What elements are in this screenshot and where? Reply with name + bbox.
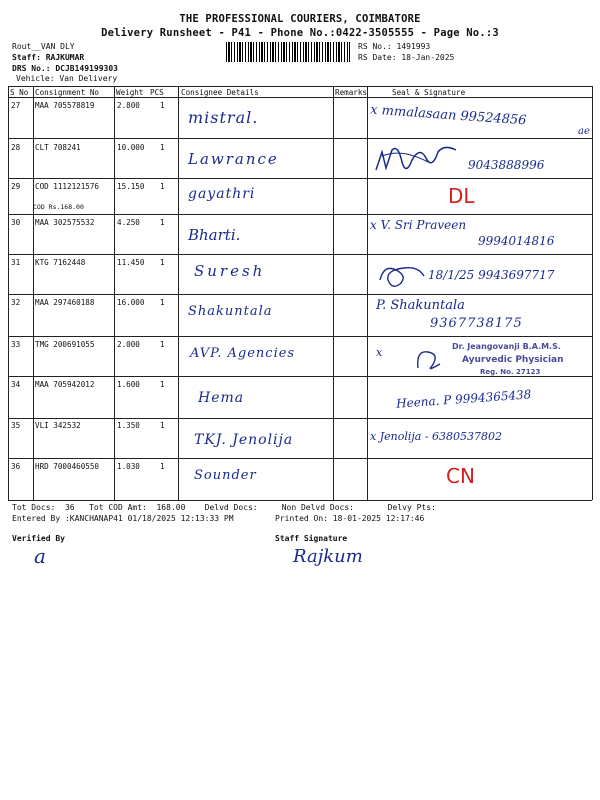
row-weight: 4.250 xyxy=(117,218,140,227)
row-sno: 36 xyxy=(11,462,21,471)
signature: CN xyxy=(446,464,475,488)
rs-number: RS No.: 1491993 xyxy=(358,42,431,51)
row-pcs: 1 xyxy=(160,218,165,227)
printed-on: Printed On: 18-01-2025 12:17:46 xyxy=(275,514,425,523)
signature: Heena. P 9994365438 xyxy=(395,387,532,411)
row-sno: 34 xyxy=(11,380,21,389)
row-sno: 33 xyxy=(11,340,21,349)
row-weight: 15.150 xyxy=(117,182,145,191)
col-seal-signature: Seal & Signature xyxy=(392,88,466,97)
row-sno: 35 xyxy=(11,421,21,430)
row-sno: 29 xyxy=(11,182,21,191)
row-pcs: 1 xyxy=(160,101,165,110)
row-sno: 31 xyxy=(11,258,21,267)
row-weight: 16.000 xyxy=(117,298,145,307)
staff-label: Staff: RAJKUMAR xyxy=(12,53,85,62)
signature: x xyxy=(376,346,383,359)
consignee-handwriting: Sounder xyxy=(194,468,257,483)
col-sno: S No xyxy=(10,88,29,97)
row-weight: 2.000 xyxy=(117,340,140,349)
consignee-handwriting: gayathri xyxy=(188,186,256,202)
col-consignee: Consignee Details xyxy=(181,88,259,97)
row-consignment: COD 1112121576 xyxy=(35,182,100,191)
row-sno: 30 xyxy=(11,218,21,227)
signature: 18/1/25 9943697717 xyxy=(428,268,555,282)
row-consignment: KTG 7162448 xyxy=(35,258,86,267)
runsheet-subtitle: Delivery Runsheet - P41 - Phone No.:0422-3505555 - Page No.:3 xyxy=(101,27,499,39)
col-weight: Weight xyxy=(116,88,144,97)
col-remarks: Remarks xyxy=(335,88,368,97)
row-pcs: 1 xyxy=(160,340,165,349)
signature-scribble xyxy=(374,260,430,292)
signature-extra: ae xyxy=(578,126,590,137)
row-weight: 1.030 xyxy=(117,462,140,471)
row-consignment: HRD 7000460550 xyxy=(35,462,100,471)
row-pcs: 1 xyxy=(160,143,165,152)
consignee-handwriting: Hema xyxy=(198,390,245,406)
consignee-handwriting: Shakuntala xyxy=(188,304,273,319)
doctor-stamp-line2: Ayurvedic Physician xyxy=(462,355,564,365)
signature-phone: 9367738175 xyxy=(430,316,523,331)
row-weight: 10.000 xyxy=(117,143,145,152)
row-consignment: MAA 705578819 xyxy=(35,101,95,110)
rs-date: RS Date: 18-Jan-2025 xyxy=(358,53,455,62)
row-consignment: MAA 297460188 xyxy=(35,298,95,307)
verified-signature: a xyxy=(34,544,46,568)
doctor-stamp-line1: Dr. Jeangovanji B.A.M.S. xyxy=(452,342,561,351)
route-label: Rout__VAN DLY xyxy=(12,42,75,51)
signature: x mmalasaan 99524856 xyxy=(369,102,527,129)
row-pcs: 1 xyxy=(160,421,165,430)
row-weight: 1.350 xyxy=(117,421,140,430)
row-sno: 32 xyxy=(11,298,21,307)
consignee-handwriting: Lawrance xyxy=(188,150,279,168)
row-consignment: CLT 708241 xyxy=(35,143,81,152)
row-weight: 1.600 xyxy=(117,380,140,389)
entered-by: Entered By :KANCHANAP41 01/18/2025 12:13:33 PM xyxy=(12,514,234,523)
cod-amount: COD Rs.168.00 xyxy=(33,203,84,211)
totals-line: Tot Docs: 36 Tot COD Amt: 168.00 Delvd Docs: Non Delvd Docs: Delvy Pts: xyxy=(12,503,436,512)
consignee-handwriting: Bharti. xyxy=(188,226,241,244)
signature: x Jenolija - 6380537802 xyxy=(370,430,503,443)
consignee-handwriting: Suresh xyxy=(194,262,266,280)
drs-number: DRS No.: DCJB149199303 xyxy=(12,64,118,73)
col-consignment: Consignment No xyxy=(35,88,100,97)
consignee-handwriting: mistral. xyxy=(188,108,259,127)
doctor-stamp-line3: Reg. No. 27123 xyxy=(480,368,541,376)
row-consignment: MAA 705942012 xyxy=(35,380,95,389)
signature-phone: 9994014816 xyxy=(478,234,555,248)
row-sno: 28 xyxy=(11,143,21,152)
signature: 9043888996 xyxy=(468,158,545,172)
row-weight: 11.450 xyxy=(117,258,145,267)
consignee-handwriting: AVP. Agencies xyxy=(190,346,296,361)
row-pcs: 1 xyxy=(160,298,165,307)
signature: DL xyxy=(448,184,475,208)
vehicle-label: Vehicle: Van Delivery xyxy=(16,74,118,83)
signature-scribble xyxy=(372,140,462,180)
row-pcs: 1 xyxy=(160,462,165,471)
staff-signature-label: Staff Signature xyxy=(275,534,348,543)
row-consignment: TMG 200691055 xyxy=(35,340,95,349)
barcode xyxy=(226,42,350,62)
row-pcs: 1 xyxy=(160,182,165,191)
row-pcs: 1 xyxy=(160,258,165,267)
row-consignment: MAA 302575532 xyxy=(35,218,95,227)
signature: x V. Sri Praveen xyxy=(370,218,467,232)
verified-by-label: Verified By xyxy=(12,534,65,543)
consignee-handwriting: TKJ. Jenolija xyxy=(194,432,294,448)
row-sno: 27 xyxy=(11,101,21,110)
signature-scribble xyxy=(412,344,448,374)
staff-signature-mark: Rajkum xyxy=(293,546,363,567)
col-pcs: PCS xyxy=(150,88,164,97)
signature: P. Shakuntala xyxy=(376,298,465,313)
row-pcs: 1 xyxy=(160,380,165,389)
company-title: THE PROFESSIONAL COURIERS, COIMBATORE xyxy=(179,13,421,25)
row-consignment: VLI 342532 xyxy=(35,421,81,430)
row-weight: 2.800 xyxy=(117,101,140,110)
